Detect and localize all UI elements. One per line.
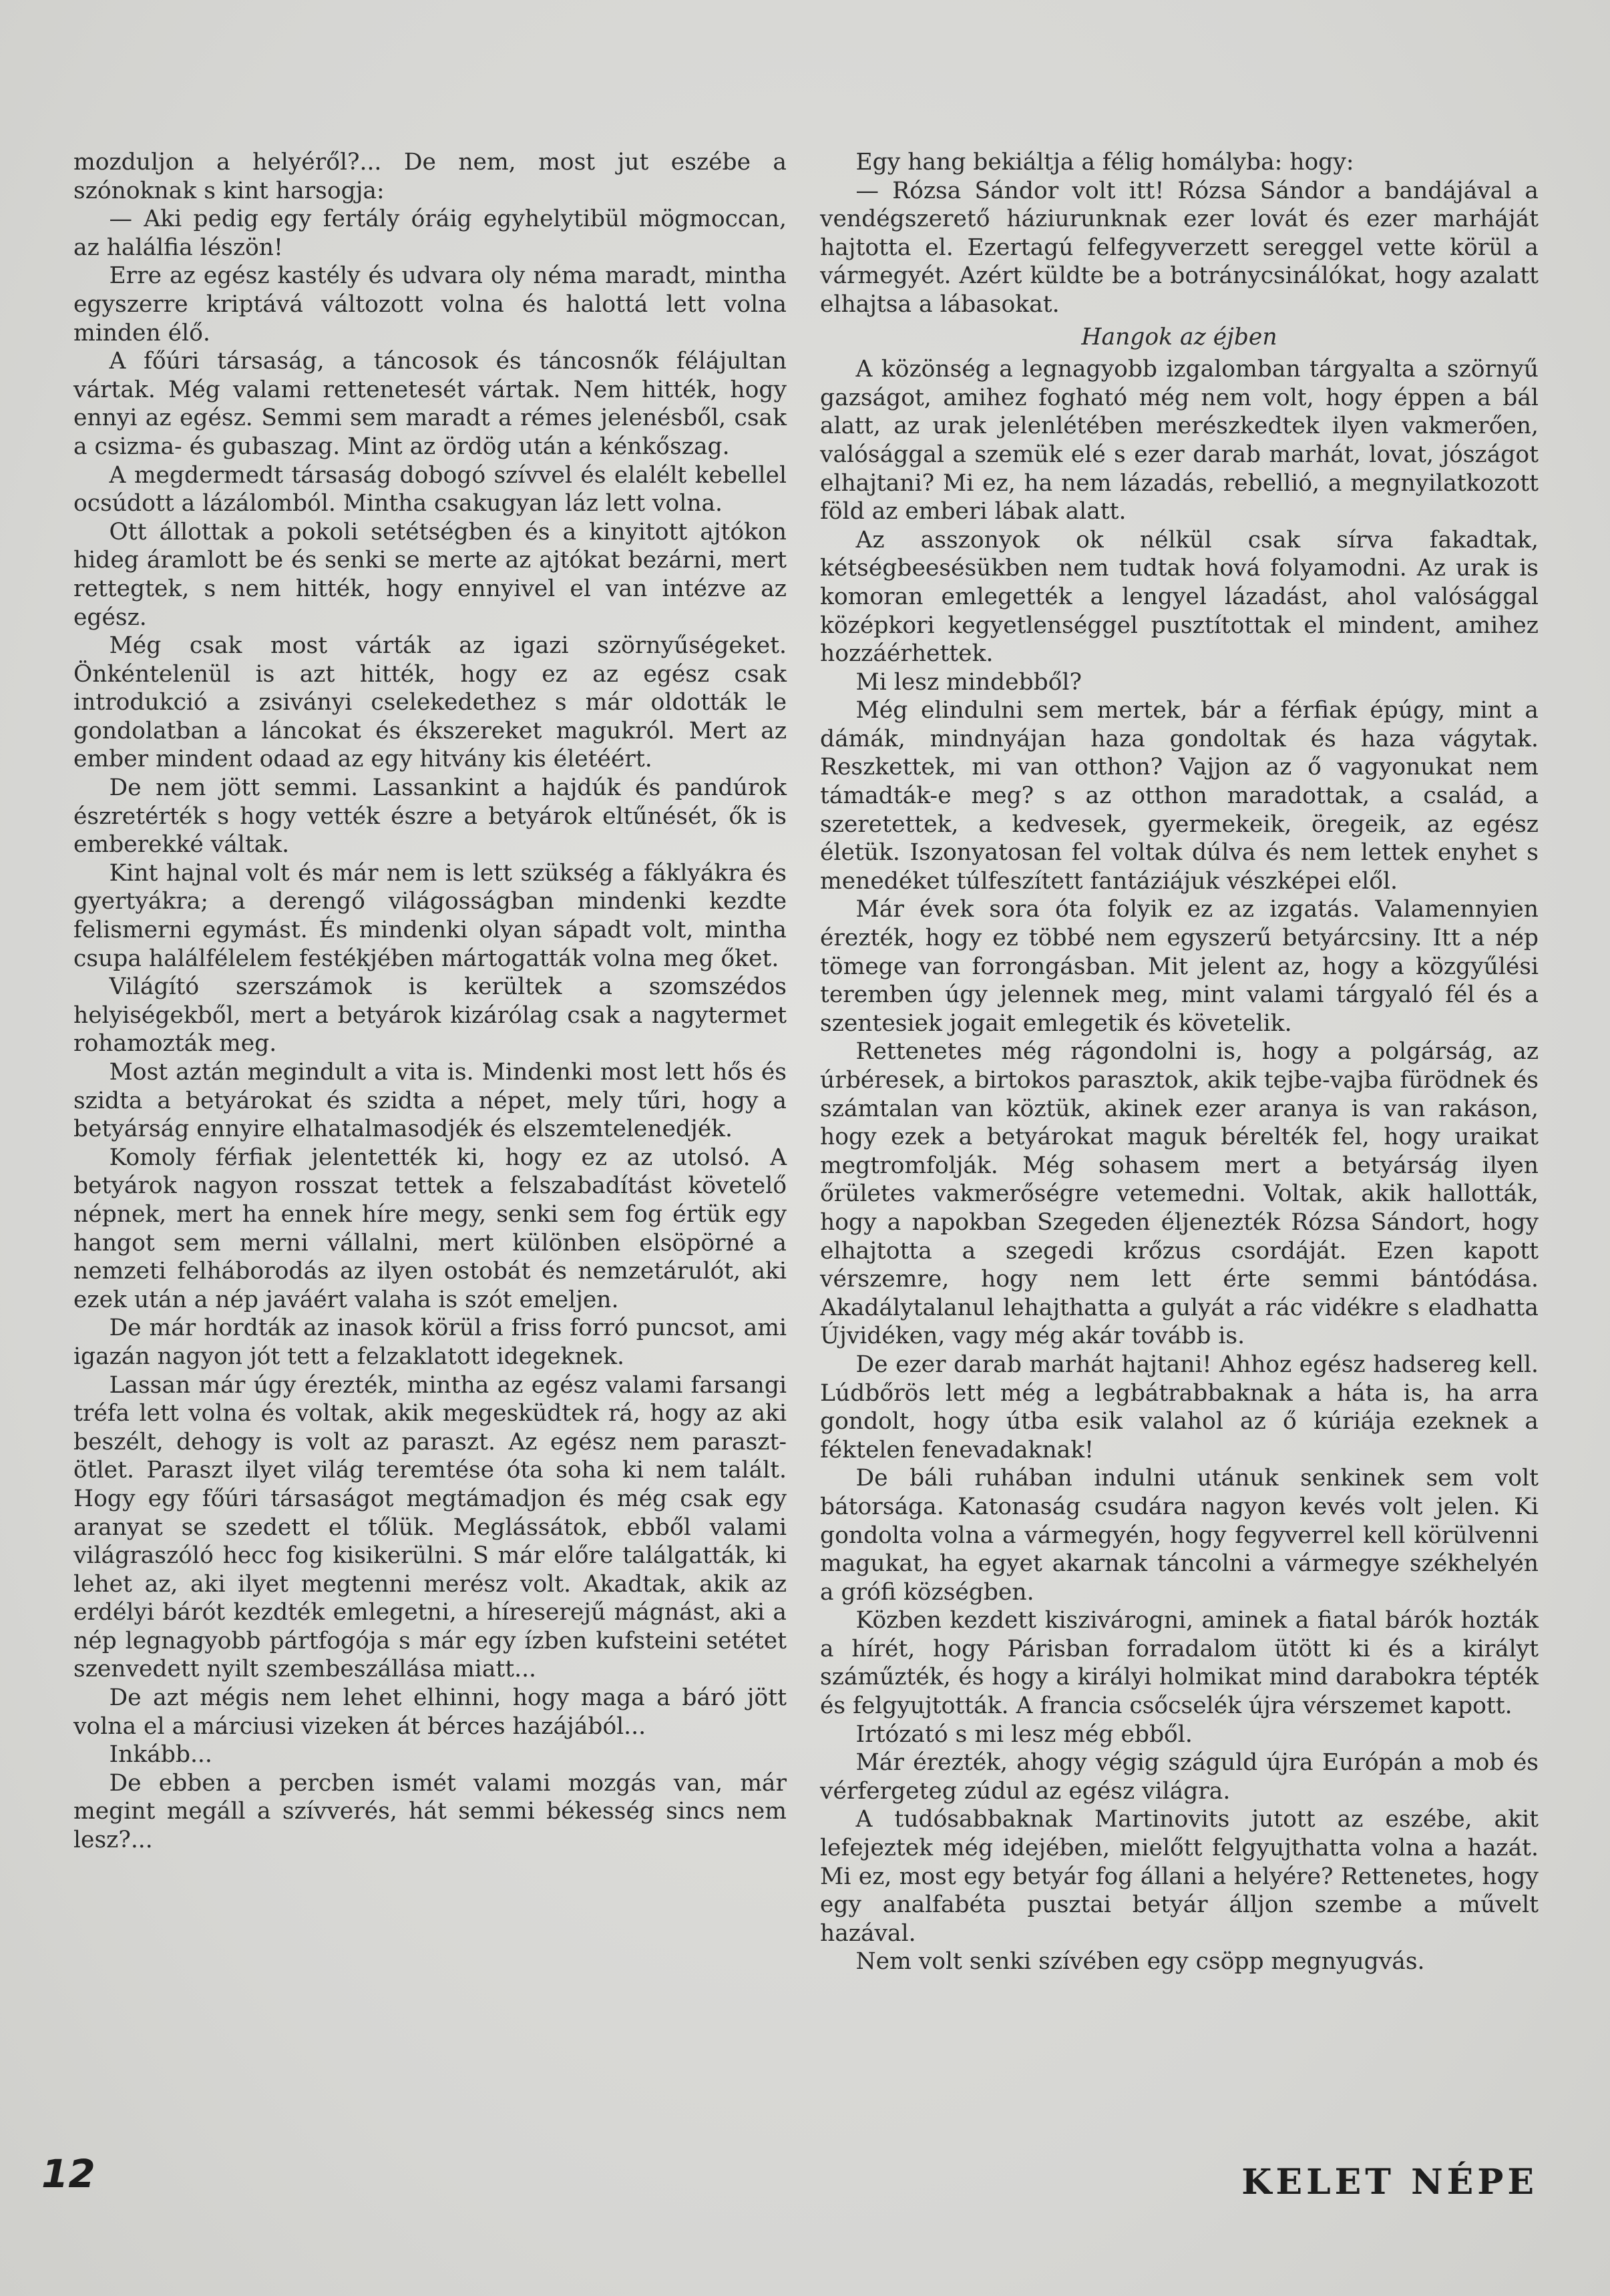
right-text-column <box>820 148 1539 1976</box>
paragraph: Lassan már úgy érezték, mintha az egész valami farsangi tréfa lett volna és voltak, akik megesküdtek rá, hogy az aki beszélt, dehogy is volt az paraszt. Az egész nem paraszt-ötlet. Paraszt ilyet világ teremtése óta soha ki nem talált. Hogy egy főúri társaságot megtámadjon és még csak egy aranyat se szedett el tőlük. Meglássátok, ebből valami világraszóló hecc fog kisikerülni. S már előre találgatták, ki lehet az, aki ilyet megtenni merész volt. Akadtak, akik az erdélyi bárót kezdték emlegetni, a híreserejű mágnást, aki a nép legnagyobb pártfogója s már egy ízben kufsteini setétet szenvedett nyilt szembeszállása miatt... <box>73 1371 787 1683</box>
page-number: 12 <box>41 2151 95 2197</box>
paragraph: — Rózsa Sándor volt itt! Rózsa Sándor a bandájával a vendégszerető háziurunknak ezer lovát és ezer marháját hajtotta el. Ezertagú felfegyverzett sereggel vette körül a vármegyét. Azért küldte be a botránycsinálókat, hogy azalatt elhajtsa a lábasokat. <box>820 177 1539 318</box>
left-text-column <box>73 148 787 1855</box>
paragraph: Mi lesz mindebből? <box>855 668 1082 696</box>
paragraph: mozduljon a helyéről?... De nem, most jut eszébe a szónoknak s kint harsogja: <box>73 149 787 204</box>
paragraph: Rettenetes még rágondolni is, hogy a polgárság, az úrbéresek, a birtokos parasztok, akik tejbe-vajba fürödnek és számtalan van köztük, akinek ezer aranya is van rakáson, hogy ezek a betyárokat maguk bérelték fel, hogy uraikat megtromfolják. Még sohasem mert a betyárság ilyen őrületes vakmerőségre vetemedni. Voltak, akik hallották, hogy a napokban Szegeden éljenezték Rózsa Sándort, hogy elhajtotta a szegedi krőzus csordáját. Ezen kapott vérszemre, hogy nem lett érte semmi bántódása. Akadálytalanul lehajthatta a gulyát a rác vidékre s eladhatta Újvidéken, vagy még akár tovább is. <box>820 1038 1539 1350</box>
paragraph: Most aztán megindult a vita is. Mindenki most lett hős és szidta a betyárokat és szidta a népet, mely tűri, hogy a betyárság ennyire elhatalmasodjék és elszemtelenedjék. <box>73 1059 787 1143</box>
paragraph: Nem volt senki szívében egy csöpp megnyugvás. <box>855 1948 1425 1976</box>
paragraph: De már hordták az inasok körül a friss forró puncsot, ami igazán nagyon jót tett a felzaklatott idegeknek. <box>73 1315 787 1370</box>
paragraph: Erre az egész kastély és udvara oly néma maradt, mintha egyszerre kriptává változott volna és halottá lett volna minden élő. <box>73 262 787 347</box>
paragraph: De nem jött semmi. Lassankint a hajdúk és pandúrok észretérték s hogy vették észre a betyárok eltűnését, ők is emberekké váltak. <box>73 774 787 859</box>
paragraph: A tudósabbaknak Martinovits jutott az eszébe, akit lefejeztek még idejében, mielőtt felgyujthatta volna a hazát. Mi ez, most egy betyár fog állani a helyére? Rettenetes, hogy egy analfabéta pusztai betyár álljon szembe a művelt hazával. <box>820 1806 1539 1947</box>
paragraph: Egy hang bekiáltja a félig homályba: hogy: <box>855 149 1354 176</box>
paragraph: A megdermedt társaság dobogó szívvel és elalélt kebellel ocsúdott a lázálomból. Mintha csakugyan láz lett volna. <box>73 461 787 517</box>
paragraph: Az asszonyok ok nélkül csak sírva fakadtak, kétségbeesésükben nem tudtak hová folyamodni. Az urak is komoran emlegették a lengyel lázadást, ahol valósággal középkori kegyetlenséggel pusztítottak el mindent, amihez hozzáérhettek. <box>820 526 1539 668</box>
publication-name: KELET NÉPE <box>1241 2162 1538 2203</box>
paragraph: Közben kezdett kiszivárogni, aminek a fiatal bárók hozták a hírét, hogy Párisban forradalom ütött ki és a királyt száműzték, és hogy a királyi holmikat mind darabokra tépték és felgyujtották. A francia csőcselék újra vérszemet kapott. <box>820 1607 1539 1720</box>
paragraph: De ezer darab marhát hajtani! Ahhoz egész hadsereg kell. Lúdbőrös lett még a legbátrabbaknak a háta is, ha arra gondolt, hogy útba esik valahol az ő kúriája ezeknek a féktelen fenevadaknak! <box>820 1351 1539 1463</box>
paragraph: De azt mégis nem lehet elhinni, hogy maga a báró jött volna el a márciusi vizeken át bérces hazájából... <box>73 1684 787 1740</box>
paragraph: Még elindulni sem mertek, bár a férfiak épúgy, mint a dámák, mindnyájan haza gondoltak és haza vágytak. Reszkettek, mi van otthon? Vajjon az ő vagyonukat nem támadták-e meg? s az otthon maradottak, a család, a szeretettek, a kedvesek, gyermekeik, öregeik, az egész életük. Iszonyatosan fel voltak dúlva és nem lettek enyhet s menedéket túlfeszített fantáziájuk vészképei elől. <box>820 697 1539 895</box>
paragraph: Már évek sora óta folyik ez az izgatás. Valamennyien érezték, hogy ez többé nem egyszerű betyárcsiny. Itt a nép tömege van forrongásban. Mit jelent az, hogy a közgyűlési teremben úgy jelennek meg, mint valami tárgyaló fél és a szentesiek jogait emlegetik és követelik. <box>820 896 1539 1037</box>
paragraph: De báli ruhában indulni utánuk senkinek sem volt bátorsága. Katonaság csudára nagyon kevés volt jelen. Ki gondolta volna a vármegyén, hogy fegyverrel kell körülvenni magukat, ha egyet akarnak táncolni a vármegye székhelyén a grófi községben. <box>820 1465 1539 1606</box>
paragraph: Már érezték, ahogy végig száguld újra Európán a mob és vérfergeteg zúdul az egész világra. <box>820 1749 1539 1805</box>
paragraph: — Aki pedig egy fertály óráig egyhelytibül mögmoccan, az halálfia lészön! <box>73 206 787 261</box>
paragraph: Még csak most várták az igazi szörnyűségeket. Önkéntelenül is azt hitték, hogy ez az egész csak introdukció a zsiványi cselekedethez s már oldották le gondolatban a láncokat és ékszereket magukról. Mert az ember mindent odaad az egy hitvány kis életéért. <box>73 632 787 773</box>
paragraph: Kint hajnal volt és már nem is lett szükség a fáklyákra és gyertyákra; a derengő világosságban mindenki kezdte felismerni egymást. És mindenki olyan sápadt volt, mintha csupa halálfélelem festékjében mártogatták volna meg őket. <box>73 859 787 972</box>
paragraph: De ebben a percben ismét valami mozgás van, már megint megáll a szívverés, hát semmi békesség sincs nem lesz?... <box>73 1769 787 1854</box>
paragraph: Világító szerszámok is kerültek a szomszédos helyiségekből, mert a betyárok kizárólag csak a nagytermet rohamozták meg. <box>73 973 787 1058</box>
paragraph: Irtózató s mi lesz még ebből. <box>855 1720 1193 1748</box>
section-heading: Hangok az éjben <box>1081 323 1277 351</box>
paragraph: A közönség a legnagyobb izgalomban tárgyalta a szörnyű gazságot, amihez fogható még nem volt, hogy éppen a bál alatt, az urak jelenlétében merészkedtek ilyen vakmerően, valósággal a szemük elé s ezer darab marhát, lovat, jószágot elhajtani? Mi ez, ha nem lázadás, rebellió, a megnyilatkozott föld az emberi lábak alatt. <box>820 356 1539 525</box>
paragraph: Ott állottak a pokoli setétségben és a kinyitott ajtókon hideg áramlott be és senki se merte az ajtókat bezárni, mert rettegtek, s nem hitték, hogy ennyivel el van intézve az egész. <box>73 518 787 631</box>
paragraph: Inkább... <box>109 1741 212 1769</box>
paragraph: Komoly férfiak jelentették ki, hogy ez az utolsó. A betyárok nagyon rosszat tettek a felszabadítást követelő népnek, mert ha ennek híre megy, senki sem fog értük egy hangot sem merni vállalni, mert különben elsöpörné a nemzeti felháborodás az ilyen ostobát és nemzetárulót, aki ezek után a nép javáért valaha is szót emeljen. <box>73 1144 787 1313</box>
paragraph: A főúri társaság, a táncosok és táncosnők félájultan vártak. Még valami rettenetesét vártak. Nem hitték, hogy ennyi az egész. Semmi sem maradt a rémes jelenésből, csak a csizma- és gubaszag. Mint az ördög után a kénkőszag. <box>73 348 787 460</box>
